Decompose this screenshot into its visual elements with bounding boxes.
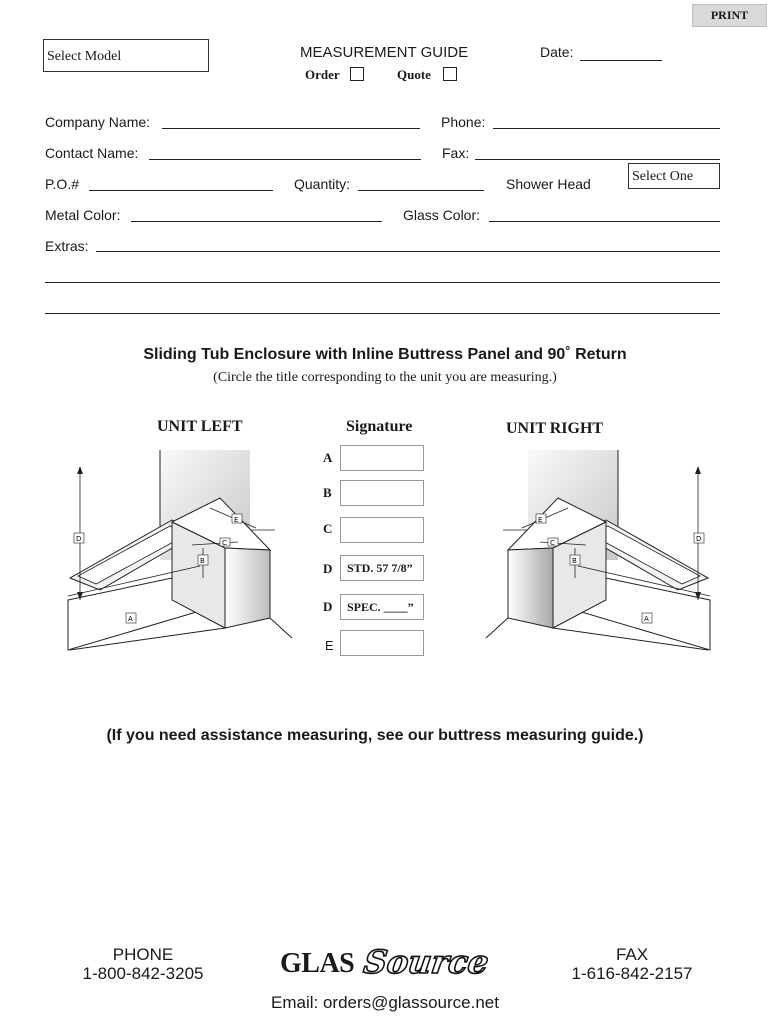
svg-text:A: A xyxy=(644,615,649,623)
glass-color-label: Glass Color: xyxy=(403,207,481,223)
svg-text:C: C xyxy=(550,539,555,547)
measure-letter-b: B xyxy=(323,485,332,500)
measure-letter-d-spec: D xyxy=(323,599,333,614)
unit-left-diagram xyxy=(60,450,300,660)
measure-b-field[interactable] xyxy=(340,480,424,506)
company-label: Company Name: xyxy=(45,114,151,130)
measure-letter-c: C xyxy=(323,521,333,536)
contact-field[interactable] xyxy=(149,159,421,160)
svg-text:B: B xyxy=(572,557,577,565)
glass-color-field[interactable] xyxy=(489,221,720,222)
extras-field[interactable] xyxy=(96,251,720,252)
phone-heading: PHONE xyxy=(112,945,174,964)
svg-text:D: D xyxy=(76,535,82,543)
quantity-field[interactable] xyxy=(358,190,484,191)
fax-label: Fax: xyxy=(442,145,470,161)
phone-field[interactable] xyxy=(493,128,720,129)
contact-label: Contact Name: xyxy=(45,145,139,161)
extras-label: Extras: xyxy=(45,238,89,254)
phone-label: Phone: xyxy=(441,114,486,130)
quote-label: Quote xyxy=(397,67,431,82)
glassource-logo: GLAS Source xyxy=(280,943,492,981)
enclosure-title[interactable]: Sliding Tub Enclosure with Inline Buttress Panel and 90˚ Return xyxy=(143,346,627,363)
order-label: Order xyxy=(305,67,340,82)
shower-head-select[interactable]: Select One xyxy=(628,163,720,189)
fax-field[interactable] xyxy=(475,159,720,160)
unit-left-title[interactable]: UNIT LEFT xyxy=(157,418,243,435)
extras-line-3[interactable] xyxy=(45,313,720,314)
measure-letter-d-std: D xyxy=(323,561,333,576)
measure-d-std-field[interactable]: STD. 57 7/8” xyxy=(340,555,424,581)
page-title: MEASUREMENT GUIDE xyxy=(300,44,469,61)
shower-head-label: Shower Head xyxy=(506,176,591,192)
svg-text:E: E xyxy=(538,516,543,524)
measure-c-field[interactable] xyxy=(340,517,424,543)
fax-number: 1-616-842-2157 xyxy=(571,964,693,983)
measure-d-spec-field[interactable]: SPEC. ____” xyxy=(340,594,424,620)
order-checkbox[interactable] xyxy=(350,67,364,81)
metal-color-label: Metal Color: xyxy=(45,207,121,223)
assist-note: (If you need assistance measuring, see our buttress measuring guide.) xyxy=(106,727,644,744)
po-field[interactable] xyxy=(89,190,273,191)
extras-line-2[interactable] xyxy=(45,282,720,283)
measure-e-field[interactable] xyxy=(340,630,424,656)
po-label: P.O.# xyxy=(45,176,79,192)
phone-number: 1-800-842-3205 xyxy=(82,964,204,983)
email-link[interactable]: Email: orders@glassource.net xyxy=(271,993,499,1012)
enclosure-subtitle: (Circle the title corresponding to the unit you are measuring.) xyxy=(213,370,557,385)
signature-heading: Signature xyxy=(346,418,413,435)
company-field[interactable] xyxy=(162,128,420,129)
measure-letter-a: A xyxy=(323,450,333,465)
quantity-label: Quantity: xyxy=(294,176,351,192)
measure-a-field[interactable] xyxy=(340,445,424,471)
svg-text:B: B xyxy=(200,557,205,565)
unit-right-diagram xyxy=(460,450,720,660)
unit-right-title[interactable]: UNIT RIGHT xyxy=(506,420,604,437)
metal-color-field[interactable] xyxy=(131,221,382,222)
svg-text:E: E xyxy=(234,516,239,524)
quote-checkbox[interactable] xyxy=(443,67,457,81)
svg-text:D: D xyxy=(696,535,702,543)
date-field[interactable] xyxy=(580,60,662,61)
svg-text:A: A xyxy=(128,615,133,623)
model-select[interactable]: Select Model xyxy=(43,39,209,72)
fax-heading: FAX xyxy=(615,945,649,964)
print-button[interactable]: PRINT xyxy=(692,4,767,27)
date-label: Date: xyxy=(540,44,574,60)
svg-text:C: C xyxy=(222,539,227,547)
measure-letter-e: E xyxy=(325,638,334,653)
